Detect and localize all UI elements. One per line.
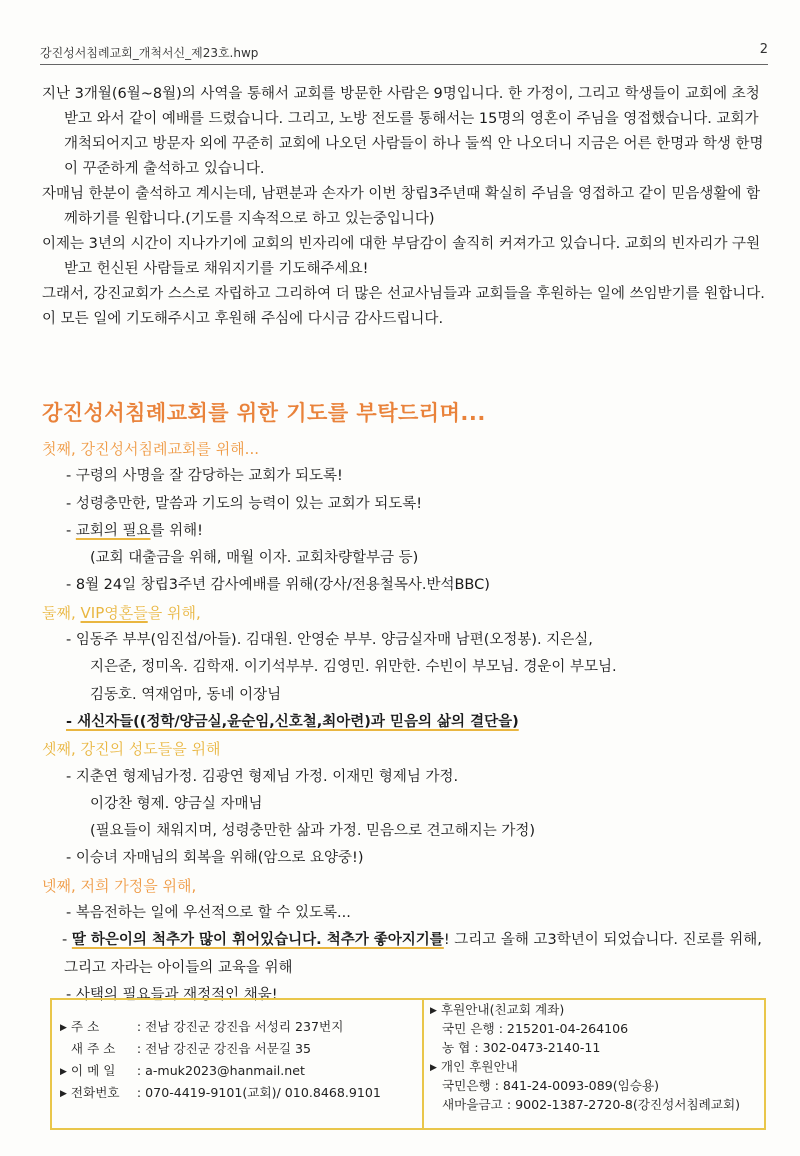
prayer-item: - 딸 하은이의 척추가 많이 휘어있습니다. 척추가 좋아지기를! 그리고 올해 고3학년이 되었습니다. 진로를 위해, 그리고 자라는 아이들의 교육을 위해 xyxy=(62,932,762,976)
item-text: 를 위해! xyxy=(150,522,203,539)
prayer-item: - 새신자들((정학/양금실,윤순임,신호철,최아련)과 믿음의 삶의 결단을) xyxy=(66,713,519,730)
prayer-item: - 이승녀 자매님의 회복을 위해(암으로 요양중!) xyxy=(66,850,364,867)
page-number: 2 xyxy=(759,42,768,57)
prayer-subitem: 지은준, 정미옥. 김학재. 이기석부부. 김영민. 위만한. 수빈이 부모님. 경운이 부모님. xyxy=(90,659,617,676)
intro-paragraph: 자매님 한분이 출석하고 계시는데, 남편분과 손자가 이번 창립3주년때 확실히 주님을 영접하고 같이 믿음생활에 함께하기를 원합니다.(기도를 지속적으로 하고 있는중입니다) xyxy=(42,186,761,227)
phone-row: ▶ 전화번호 : 070-4419-9101(교회)/ 010.8468.9101 xyxy=(60,1085,381,1100)
address-row: ▶ 주 소 : 전남 강진군 강진읍 서성리 237번지 xyxy=(60,1019,344,1034)
bank-row: 새마을금고 : 9002-1387-2720-8(강진성서침례교회) xyxy=(442,1097,741,1112)
prayer-subitem: 김동호. 역재엄마, 동네 이장님 xyxy=(90,686,282,703)
triangle-bullet-icon: ▶ xyxy=(60,1023,67,1033)
prayer-item: - 임동주 부부(임진섭/아들). 김대원. 안영순 부부. 양금실자매 남편(오정봉). 지은실, xyxy=(66,632,593,649)
email-address[interactable]: : a-muk2023@hanmail.net xyxy=(136,1063,305,1078)
prayer-subitem: (교회 대출금을 위해, 매월 이자. 교회차량할부금 등) xyxy=(90,550,419,567)
section-title-2: 둘째, VIP영혼들을 위해, xyxy=(42,603,201,622)
intro-paragraph: 이 모든 일에 기도해주시고 후원해 주심에 다시금 감사드립니다. xyxy=(42,311,444,327)
personal-support-title: ▶ 개인 후원안내 xyxy=(430,1059,518,1074)
section-title-4: 넷째, 저희 가정을 위해, xyxy=(42,876,197,895)
prayer-list xyxy=(42,436,772,1009)
triangle-bullet-icon: ▶ xyxy=(430,1063,437,1073)
prayer-item: - 지춘연 형제님가정. 김광연 형제님 가정. 이재민 형제님 가정. xyxy=(66,768,459,785)
page-header xyxy=(40,38,768,65)
intro-paragraph: 지난 3개월(6월~8월)의 사역을 통해서 교회를 방문한 사람은 9명입니다. 한 가정이, 그리고 학생들이 교회에 초청받고 와서 같이 예배를 드렸습니다. 그리고, 노방 전도를 통해서는 15명의 영혼이 주님을 영접했습니다. 교회가 개척되어지고 방문자 외에 꾸준히 교회에 나오던 사람들이 하나 둘씩 안 나오더니 지금은 어른 한명과 학생 한명이 꾸준하게 출석하고 있습니다. xyxy=(42,86,764,177)
bank-row: 국민은행 : 841-24-0093-089(임승용) xyxy=(442,1078,660,1093)
prayer-title: 강진성서침례교회를 위한 기도를 부탁드리며... xyxy=(42,401,486,425)
triangle-bullet-icon: ▶ xyxy=(430,1006,437,1016)
contact-box xyxy=(50,998,766,1130)
section-title-1: 첫째, 강진성서침례교회를 위해... xyxy=(42,440,259,458)
section-title-3: 셋째, 강진의 성도들을 위해 xyxy=(42,740,221,759)
intro-paragraph: 그래서, 강진교회가 스스로 자립하고 그리하여 더 많은 선교사님들과 교회들을 후원하는 일에 쓰임받기를 원합니다. xyxy=(42,286,765,302)
prayer-item: - 복음전하는 일에 우선적으로 할 수 있도록... xyxy=(66,905,351,922)
intro-section xyxy=(42,82,770,332)
intro-paragraph: 이제는 3년의 시간이 지나가기에 교회의 빈자리에 대한 부담감이 솔직히 커져가고 있습니다. 교회의 빈자리가 구원받고 헌신된 사람들로 채워지기를 기도해주세요! xyxy=(42,236,761,277)
underlined-text: 교회의 필요 xyxy=(75,522,151,539)
support-info xyxy=(422,1000,770,1128)
email-row: ▶ 이 메 일 : a-muk2023@hanmail.net xyxy=(60,1063,305,1078)
prayer-item: - 구령의 사명을 잘 감당하는 교회가 되도록! xyxy=(66,468,343,485)
prayer-item xyxy=(42,518,772,545)
prayer-item: - 8월 24일 창립3주년 감사예배를 위해(강사/전용철목사.반석BBC) xyxy=(66,577,490,594)
contact-info xyxy=(60,1016,420,1104)
dash: - xyxy=(66,522,76,539)
new-address-row: 새 주 소 : 전남 강진군 강진읍 서문길 35 xyxy=(70,1041,312,1056)
prayer-item: - 성령충만한, 말씀과 기도의 능력이 있는 교회가 되도록! xyxy=(66,495,423,512)
support-title: ▶ 후원안내(친교회 계좌) xyxy=(430,1002,565,1017)
triangle-bullet-icon: ▶ xyxy=(60,1089,67,1099)
prayer-subitem: 이강찬 형제. 양금실 자매님 xyxy=(90,795,263,812)
bank-row: 국민 은행 : 215201-04-264106 xyxy=(442,1021,629,1036)
prayer-subitem: (필요들이 채워지며, 성령충만한 삶과 가정. 믿음으로 견고해지는 가정) xyxy=(90,823,535,840)
document-filename: 강진성서침례교회_개척서신_제23호.hwp xyxy=(40,46,259,60)
triangle-bullet-icon: ▶ xyxy=(60,1067,67,1077)
prayer-item: - 사택의 필요들과 재정적인 채움! xyxy=(66,986,278,1003)
bank-row: 농 협 : 302-0473-2140-11 xyxy=(442,1040,601,1055)
